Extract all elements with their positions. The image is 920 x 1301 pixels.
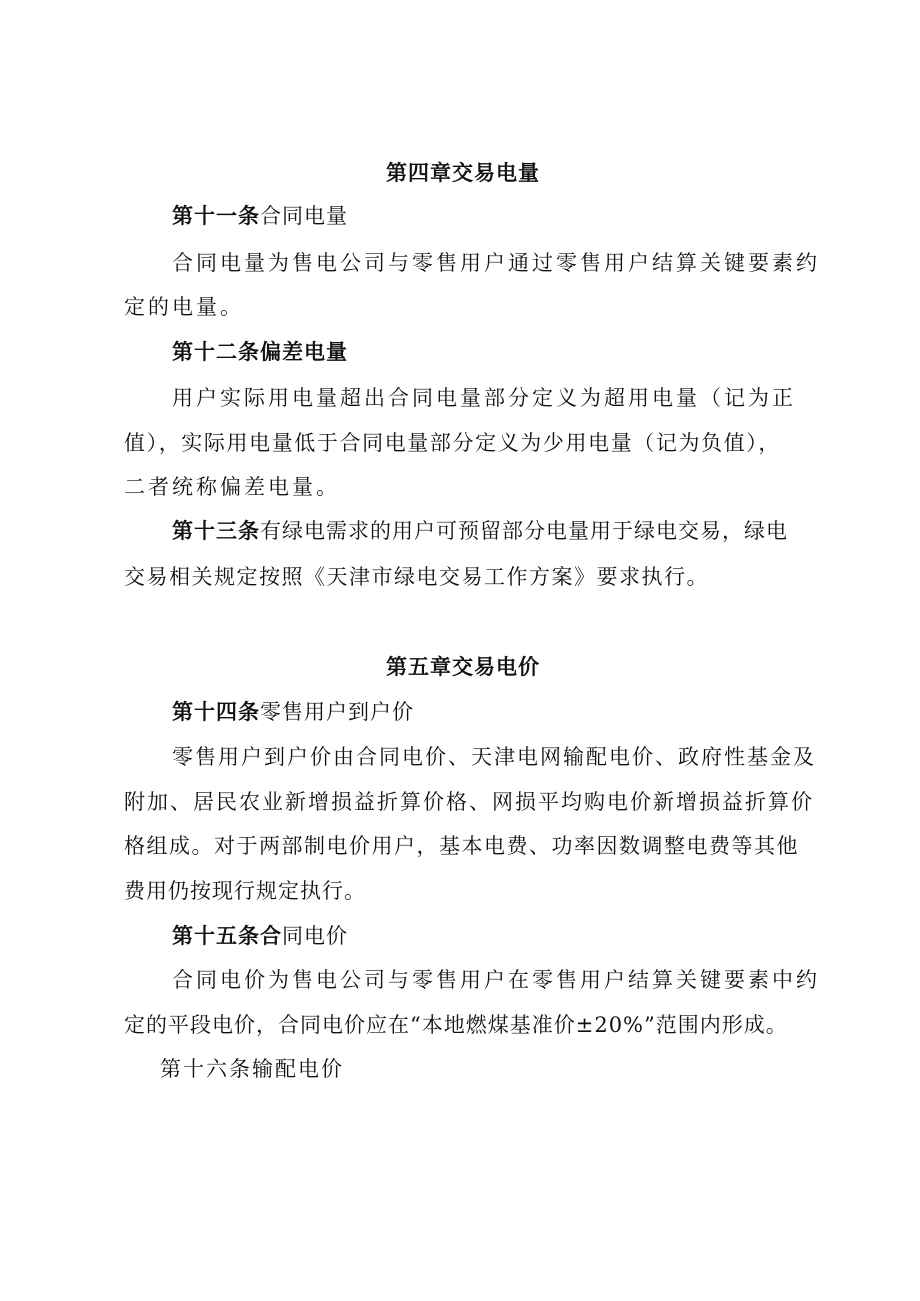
article-14-line-1: 零售用户到户价由合同电价、天津电网输配电价、政府性基金及 xyxy=(172,745,816,769)
article-14-line-4: 费用仍按现行规定执行。 xyxy=(124,879,366,903)
article-15-line-1: 合同电价为售电公司与零售用户在零售用户结算关键要素中约 xyxy=(172,968,820,992)
article-12-line-2: 值），实际用电量低于合同电量部分定义为少用电量（记为负值）， xyxy=(124,431,781,455)
article-14-line-3: 格组成。对于两部制电价用户，基本电费、功率因数调整电费等其他 xyxy=(124,834,799,858)
article-12-heading xyxy=(172,337,348,367)
chapter-5-title: 第五章交易电价 xyxy=(386,654,540,679)
article-11-line-2: 定的电量。 xyxy=(124,295,244,319)
article-12-title: 偏差电量 xyxy=(260,339,348,364)
article-12-label: 第十二条 xyxy=(172,339,260,364)
article-11-heading xyxy=(172,201,348,231)
article-15-line-2: 定的平段电价，合同电价应在“本地燃煤基准价±20%”范围内形成。 xyxy=(124,1013,788,1037)
article-11-label: 第十一条 xyxy=(172,203,260,228)
article-14-heading xyxy=(172,697,414,727)
article-13-text: 有绿电需求的用户可预留部分电量用于绿电交易，绿电 xyxy=(260,519,788,543)
article-16-heading: 第十六条输配电价 xyxy=(160,1057,344,1081)
article-12-line-3: 二者统称偏差电量。 xyxy=(124,475,340,499)
article-11-title: 合同电量 xyxy=(260,204,348,228)
chapter-4-title: 第四章交易电量 xyxy=(386,160,540,185)
article-15-heading xyxy=(172,921,348,951)
article-13-label: 第十三条 xyxy=(172,518,260,543)
article-15-title: 同电价 xyxy=(282,924,348,948)
article-14-label: 第十四条 xyxy=(172,699,260,724)
article-13-line-1 xyxy=(172,516,788,546)
article-13-line-2: 交易相关规定按照《天津市绿电交易工作方案》要求执行。 xyxy=(124,565,709,589)
article-11-line-1: 合同电量为售电公司与零售用户通过零售用户结算关键要素约 xyxy=(172,251,820,275)
article-14-title: 零售用户到户价 xyxy=(260,700,414,724)
article-14-line-2: 附加、居民农业新增损益折算价格、网损平均购电价新增损益折算价 xyxy=(124,790,814,814)
article-12-line-1: 用户实际用电量超出合同电量部分定义为超用电量（记为正 xyxy=(172,386,796,410)
article-15-label: 第十五条合 xyxy=(172,923,282,948)
